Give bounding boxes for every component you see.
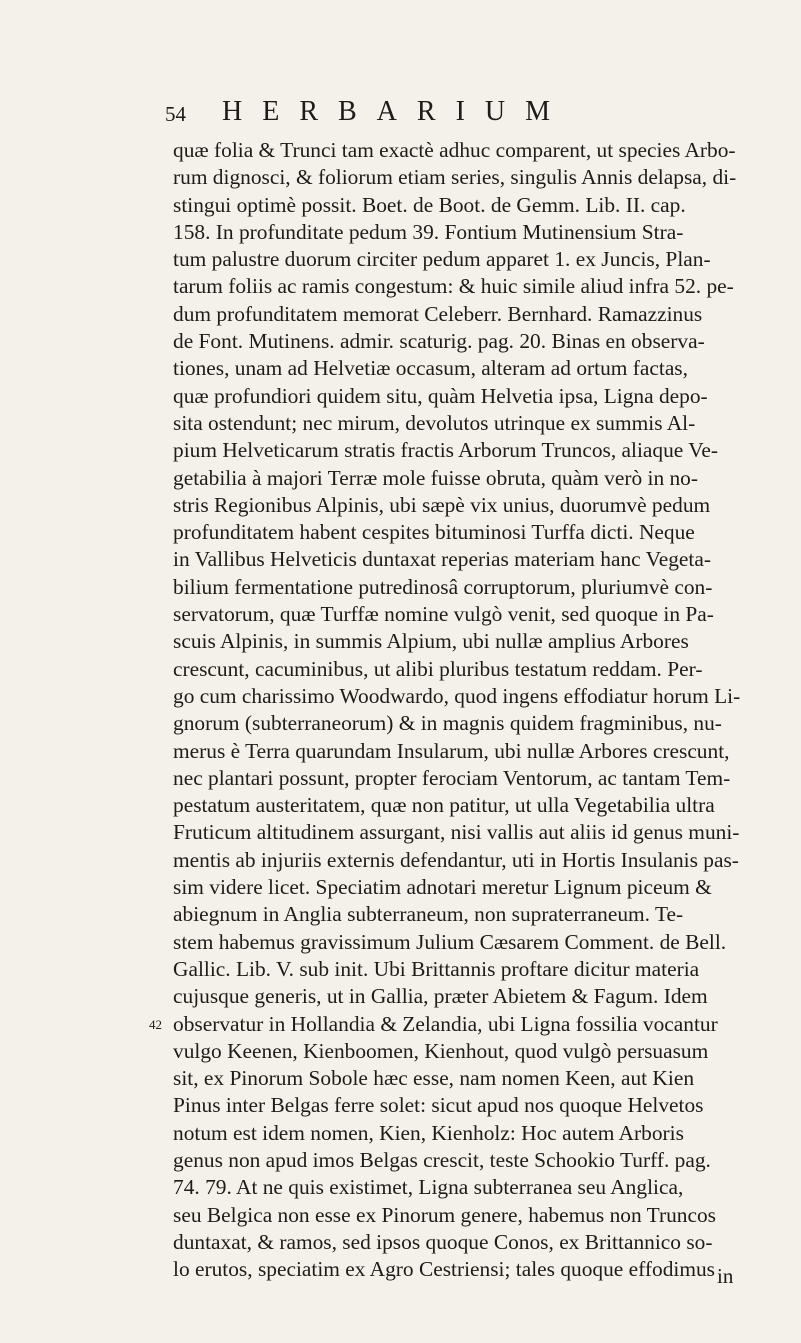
text-line: tiones, unam ad Helvetiæ occasum, alteram ad ortum factas, [173,356,688,381]
body-text [173,137,773,1283]
text-line: sim videre licet. Speciatim adnotari meretur Lignum piceum & [173,875,712,900]
page-header [165,94,785,134]
text-line: getabilia à majori Terræ mole fuisse obruta, quàm verò in no- [173,465,698,490]
text-line: gnorum (subterraneorum) & in magnis quidem fragminibus, nu- [173,711,722,736]
text-line: duntaxat, & ramos, sed ipsos quoque Conos, ex Brittannico so- [173,1229,713,1254]
text-line: quæ profundiori quidem situ, quàm Helvetia ipsa, Ligna depo- [173,383,708,408]
text-line: seu Belgica non esse ex Pinorum genere, habemus non Truncos [173,1202,716,1227]
text-line: notum est idem nomen, Kien, Kienholz: Hoc autem Arboris [173,1120,684,1145]
text-line: sit, ex Pinorum Sobole hæc esse, nam nomen Keen, aut Kien [173,1066,695,1091]
text-line: observatur in Hollandia & Zelandia, ubi Ligna fossilia vocantur [173,1011,718,1036]
text-line: 158. In profunditate pedum 39. Fontium Mutinensium Stra- [173,219,684,244]
text-line: stingui optimè possit. Boet. de Boot. de Gemm. Lib. II. cap. [173,192,686,217]
text-line: 74. 79. At ne quis existimet, Ligna subterranea seu Anglica, [173,1175,684,1200]
text-line: mentis ab injuriis externis defendantur, uti in Hortis Insulanis pas- [173,847,739,872]
text-line: Gallic. Lib. V. sub init. Ubi Brittannis proftare dicitur materia [173,956,700,981]
running-title: HERBARIUM [222,96,571,127]
text-line: servatorum, quæ Turffæ nomine vulgò venit, sed quoque in Pa- [173,602,714,627]
text-line: Pinus inter Belgas ferre solet: sicut apud nos quoque Helvetos [173,1093,704,1118]
text-line: profunditatem habent cespites bituminosi Turffa dicti. Neque [173,520,695,545]
text-line: go cum charissimo Woodwardo, quod ingens effodiatur horum Li- [173,683,741,708]
text-line: stris Regionibus Alpinis, ubi sæpè vix unius, duorumvè pedum [173,492,711,517]
text-line: scuis Alpinis, in summis Alpium, ubi nullæ amplius Arbores [173,629,689,654]
text-line: abiegnum in Anglia subterraneum, non supraterraneum. Te- [173,902,684,927]
text-line: sita ostendunt; nec mirum, devolutos utrinque ex summis Al- [173,410,696,435]
text-line: quæ folia & Trunci tam exactè adhuc comparent, ut species Arbo- [173,138,736,162]
text-line: nec plantari possunt, propter ferociam Ventorum, ac tantam Tem- [173,765,731,790]
page-number: 54 [165,102,186,126]
text-line: cujusque generis, ut in Gallia, præter Abietem & Fagum. Idem [173,984,708,1009]
text-line: tarum foliis ac ramis congestum: & huic simile aliud infra 52. pe- [173,274,734,299]
text-line: pium Helveticarum stratis fractis Arborum Truncos, aliaque Ve- [173,438,718,463]
text-line: stem habemus gravissimum Julium Cæsarem Comment. de Bell. [173,929,727,954]
text-line: de Font. Mutinens. admir. scaturig. pag. 20. Binas en observa- [173,329,705,354]
text-line: tum palustre duorum circiter pedum apparet 1. ex Juncis, Plan- [173,247,711,272]
margin-note: 42 [149,1017,162,1032]
text-line: in Vallibus Helveticis duntaxat reperias materiam hanc Vegeta- [173,547,711,572]
text-line: dum profunditatem memorat Celeberr. Bernhard. Ramazzinus [173,301,703,326]
text-line: merus è Terra quarundam Insularum, ubi nullæ Arbores crescunt, [173,738,730,763]
text-line: rum dignosci, & foliorum etiam series, singulis Annis delapsa, di- [173,165,737,190]
text-line: bilium fermentatione putredinosâ corruptorum, pluriumvè con- [173,574,713,599]
text-line: crescunt, cacuminibus, ut alibi pluribus testatum reddam. Per- [173,656,703,681]
text-line: pestatum austeritatem, quæ non patitur, ut ulla Vegetabilia ultra [173,793,715,818]
text-line: lo erutos, speciatim ex Agro Cestriensi; tales quoque effodimus [173,1257,715,1282]
text-line: vulgo Keenen, Kienboomen, Kienhout, quod vulgò persuasum [173,1038,709,1063]
text-line: genus non apud imos Belgas crescit, teste Schookio Turff. pag. [173,1147,711,1172]
text-line: Fruticum altitudinem assurgant, nisi vallis aut aliis id genus muni- [173,820,740,845]
catchword: in [717,1264,734,1288]
